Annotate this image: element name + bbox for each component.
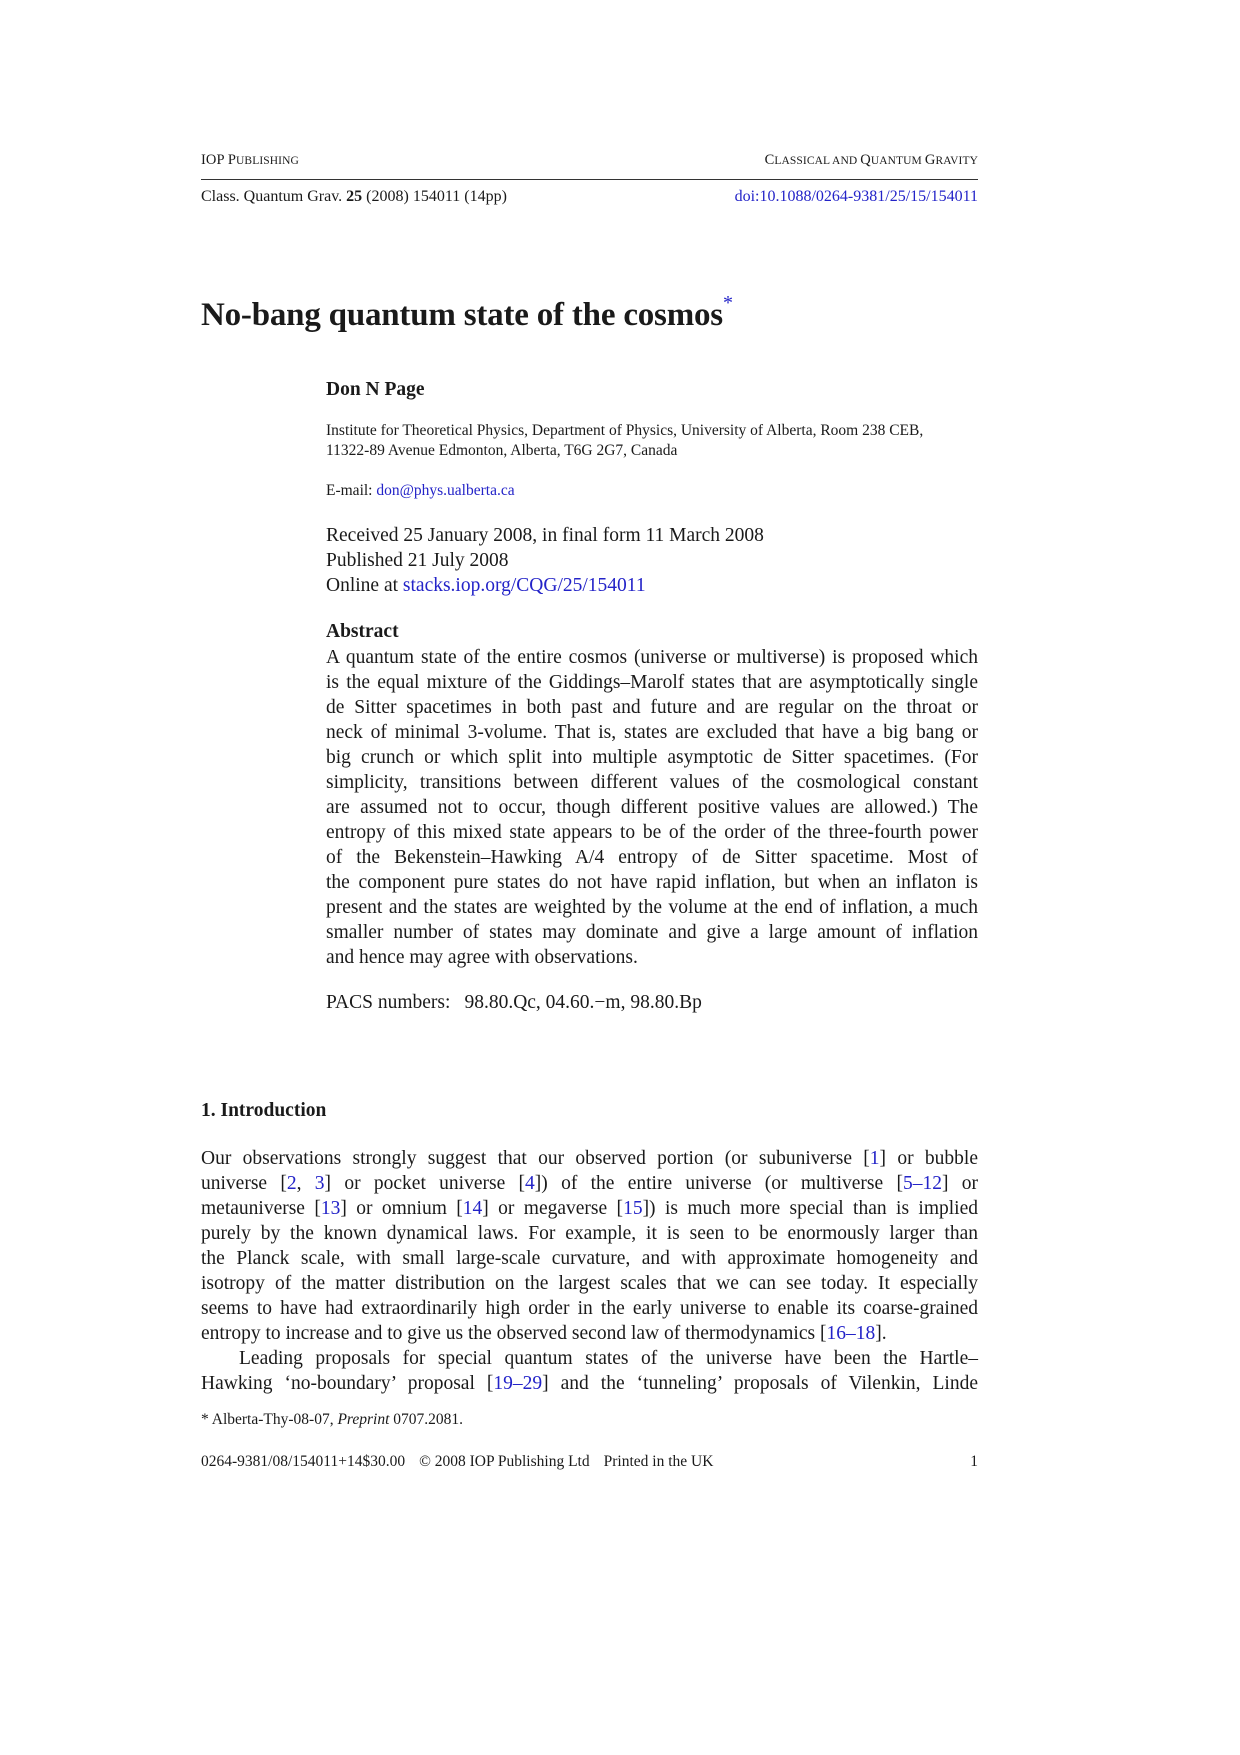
pacs-numbers [326,992,978,1014]
intro-paragraph-2 [201,1346,978,1396]
text-line: the Planck scale, with small large-scale curvature, and with approximate homogeneity and [201,1248,978,1269]
author-email: E-mail: don@phys.ualberta.ca [326,482,515,499]
doi-link[interactable]: doi:10.1088/0264-9381/25/15/154011 [734,188,978,205]
abstract-line: big crunch or which split into multiple asymptotic de Sitter spacetimes. (For [326,747,978,768]
ref-link[interactable]: 3 [314,1173,325,1194]
text-line: Leading proposals for special quantum states of the universe have been the Hartle– [239,1348,978,1369]
title-footnote: * Alberta-Thy-08-07, Preprint 0707.2081. [201,1411,464,1428]
abstract-line: present and the states are weighted by the volume at the end of inflation, a much [326,897,978,918]
abstract-line: and hence may agree with observations. [326,947,638,968]
ref-link[interactable]: 2 [286,1173,297,1194]
running-header [201,152,978,169]
text-line: Our observations strongly suggest that our observed portion (or subuniverse [1] or bubble [201,1148,978,1169]
text-line: purely by the known dynamical laws. For example, it is seen to be enormously larger than [201,1223,978,1244]
online-link[interactable]: stacks.iop.org/CQG/25/154011 [402,575,646,596]
author-affiliation: Institute for Theoretical Physics, Department of Physics, University of Alberta, Room 238 CEB, 11322-89 Avenue Edmonton, Alberta, T6G 2G7, Canada [326,422,924,459]
abstract-line: A quantum state of the entire cosmos (universe or multiverse) is proposed which [326,647,978,668]
ref-link[interactable]: 13 [320,1198,341,1219]
pacs-label: PACS numbers: [326,992,451,1013]
email-link[interactable]: don@phys.ualberta.ca [376,482,515,499]
published-date: Published 21 July 2008 [326,550,509,571]
abstract-line: are assumed not to occur, though different positive values are allowed.) The [326,797,978,818]
text-line: Hawking ‘no-boundary’ proposal [19–29] and the ‘tunneling’ proposals of Vilenkin, Linde [201,1373,978,1394]
ref-link[interactable]: 16–18 [826,1323,876,1344]
ref-link[interactable]: 14 [462,1198,483,1219]
ref-link[interactable]: 5–12 [902,1173,942,1194]
paper-title: No-bang quantum state of the cosmos* [201,292,733,333]
online-location: Online at stacks.iop.org/CQG/25/154011 [326,575,646,596]
intro-paragraph-1 [201,1146,978,1346]
publication-dates [326,523,978,598]
page-footer [201,1453,978,1471]
abstract-line: simplicity, transitions between different values of the cosmological constant [326,772,978,793]
author-name: Don N Page [326,379,425,400]
pacs-values: 98.80.Qc, 04.60.−m, 98.80.Bp [464,992,702,1013]
text-line: entropy to increase and to give us the observed second law of thermodynamics [16–18]. [201,1323,887,1344]
text-line: universe [2, 3] or pocket universe [4]) of the entire universe (or multiverse [5–12] or [201,1173,978,1194]
text-line: seems to have had extraordinarily high order in the early universe to enable its coarse-grained [201,1298,978,1319]
abstract-heading: Abstract [326,621,399,642]
abstract-line: the component pure states do not have rapid inflation, but when an inflaton is [326,872,978,893]
ref-link[interactable]: 15 [623,1198,643,1219]
abstract-line: de Sitter spacetimes in both past and future and are regular on the throat or [326,697,978,718]
abstract-line: entropy of this mixed state appears to be of the order of the three-fourth power [326,822,978,843]
ref-link[interactable]: 19–29 [493,1373,543,1394]
abstract-line: smaller number of states may dominate and give a large amount of inflation [326,922,978,943]
abstract-line: neck of minimal 3-volume. That is, states are excluded that have a big bang or [326,722,978,743]
abstract-line: is the equal mixture of the Giddings–Marolf states that are asymptotically single [326,672,978,693]
abstract-line: of the Bekenstein–Hawking A/4 entropy of de Sitter spacetime. Most of [326,847,978,868]
publisher-name: IOP PUBLISHING [201,152,299,168]
footer-publication-info: 0264-9381/08/154011+14$30.00 © 2008 IOP Publishing Ltd Printed in the UK [201,1453,714,1470]
received-date: Received 25 January 2008, in final form 11 March 2008 [326,525,764,546]
section-heading: 1. Introduction [201,1100,327,1121]
text-line: metauniverse [13] or omnium [14] or megaverse [15]) is much more special than is implied [201,1198,978,1219]
title-footnote-marker[interactable]: * [722,292,733,314]
page-number: 1 [970,1453,978,1470]
ref-link[interactable]: 4 [525,1173,535,1194]
journal-name: CLASSICAL AND QUANTUM GRAVITY [764,152,978,168]
abstract-body [326,645,978,970]
text-line: isotropy of the matter distribution on the largest scales that we can see today. It especially [201,1273,978,1294]
header-rule [201,179,978,180]
ref-link[interactable]: 1 [869,1148,880,1169]
journal-citation: Class. Quantum Grav. 25 (2008) 154011 (14pp) [201,188,507,205]
citation-line [201,188,978,206]
